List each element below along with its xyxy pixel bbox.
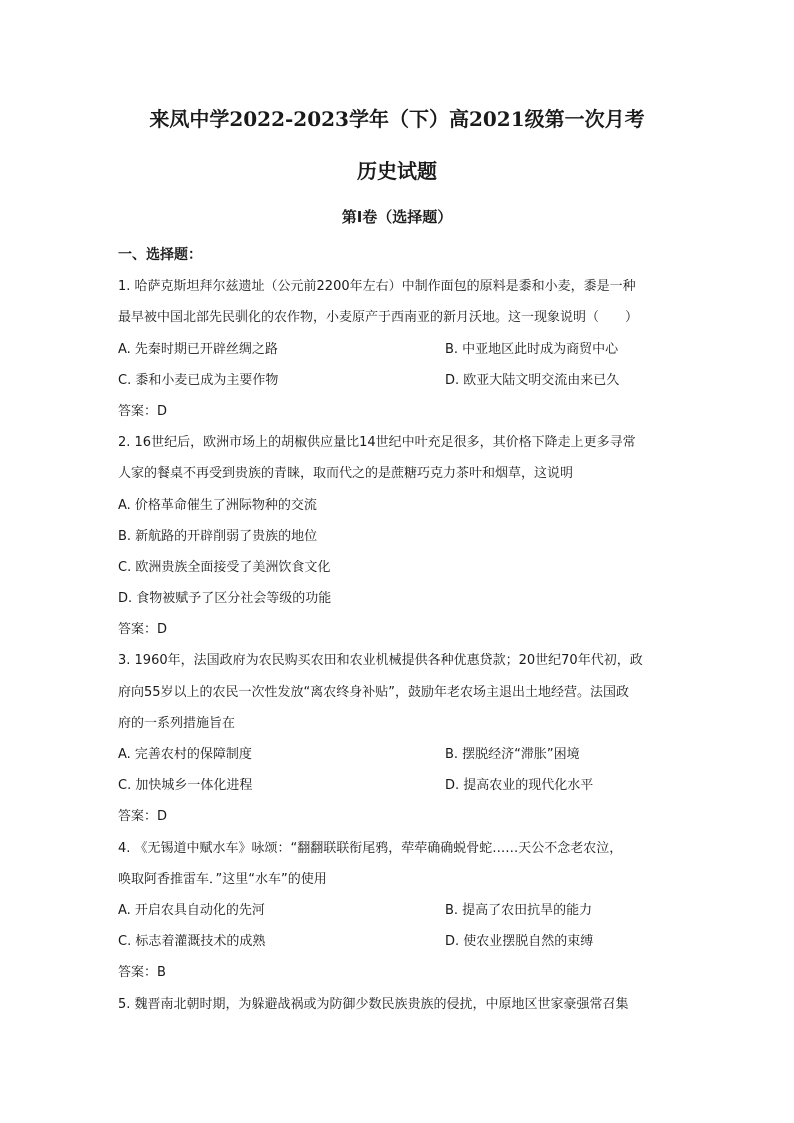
question-4 bbox=[118, 833, 680, 989]
option-row bbox=[118, 739, 680, 770]
option-a: A. 价格革命催生了洲际物种的交流 bbox=[118, 497, 317, 513]
question-stem-line: 人家的餐桌不再受到贵族的青睐，取而代之的是蔗糖巧克力茶叶和烟草，这说明 bbox=[118, 466, 574, 482]
answer-line: 答案：B bbox=[118, 965, 166, 981]
answer-line: 答案：D bbox=[118, 809, 168, 825]
question-stem-line: 4. 《无锡道中赋水车》咏颂：“翻翻联联衔尾鸦，荦荦确确蜕骨蛇……天公不念老农泣， bbox=[118, 840, 623, 856]
option-a: A. 开启农具自动化的先河 bbox=[118, 902, 265, 918]
exam-title: 来凤中学2022-2023学年（下）高2021级第一次月考 bbox=[149, 107, 645, 131]
question-stem-line: 5. 魏晋南北朝时期，为躲避战祸或为防御少数民族贵族的侵扰，中原地区世家豪强常召集 bbox=[118, 996, 629, 1012]
option-d: D. 提高农业的现代化水平 bbox=[445, 778, 594, 794]
question-list bbox=[118, 240, 680, 1020]
option-c: C. 黍和小麦已成为主要作物 bbox=[118, 372, 279, 388]
option-a: A. 先秦时期已开辟丝绸之路 bbox=[118, 341, 278, 357]
option-row bbox=[118, 365, 680, 396]
question-stem-line: 唤取阿香推雷车．”这里“水车”的使用 bbox=[118, 871, 327, 887]
answer-line: 答案：D bbox=[118, 403, 168, 419]
subject-title: 历史试题 bbox=[357, 159, 437, 183]
option-d: D. 欧亚大陆文明交流由来已久 bbox=[445, 372, 620, 388]
question-stem-line: 最早被中国北部先民驯化的农作物，小麦原产于西南亚的新月沃地。这一现象说明（ ） bbox=[118, 310, 639, 326]
option-a: A. 完善农村的保障制度 bbox=[118, 747, 252, 762]
option-b: B. 提高了农田抗旱的能力 bbox=[445, 902, 593, 918]
option-d: D. 使农业摆脱自然的束缚 bbox=[445, 934, 594, 950]
option-row bbox=[118, 895, 680, 926]
question-stem-line: 府的一系列措施旨在 bbox=[118, 715, 236, 731]
question-3 bbox=[118, 645, 680, 832]
section-heading: 一、选择题： bbox=[118, 247, 202, 263]
option-b: B. 新航路的开辟削弱了贵族的地位 bbox=[118, 528, 318, 544]
question-5 bbox=[118, 989, 680, 1020]
part-title: 第Ⅰ卷（选择题） bbox=[341, 208, 453, 226]
question-2 bbox=[118, 427, 680, 645]
option-c: C. 加快城乡一体化进程 bbox=[118, 778, 253, 794]
option-d: D. 食物被赋予了区分社会等级的功能 bbox=[118, 591, 332, 607]
question-stem-line: 府向55岁以上的农民一次性发放“离农终身补贴”，鼓励年老农场主退出土地经营。法国政 bbox=[118, 684, 630, 700]
option-c: C. 欧洲贵族全面接受了美洲饮食文化 bbox=[118, 559, 331, 575]
question-1 bbox=[118, 271, 680, 427]
question-stem-line: 1. 哈萨克斯坦拜尔兹遗址（公元前2200年左右）中制作面包的原料是黍和小麦，黍是一种 bbox=[118, 279, 636, 295]
question-stem-line: 2. 16世纪后，欧洲市场上的胡椒供应量比14世纪中叶充足很多，其价格下降走上更多寻常 bbox=[118, 435, 636, 451]
option-row bbox=[118, 770, 680, 801]
answer-line: 答案：D bbox=[118, 622, 168, 638]
option-row bbox=[118, 334, 680, 365]
option-c: C. 标志着灌溉技术的成熟 bbox=[118, 934, 266, 950]
option-b: B. 摆脱经济“滞胀”困境 bbox=[445, 747, 580, 762]
option-row bbox=[118, 926, 680, 957]
option-b: B. 中亚地区此时成为商贸中心 bbox=[445, 341, 619, 357]
question-stem-line: 3. 1960年，法国政府为农民购买农田和农业机械提供各种优惠贷款；20世纪70年代初，政 bbox=[118, 653, 643, 669]
